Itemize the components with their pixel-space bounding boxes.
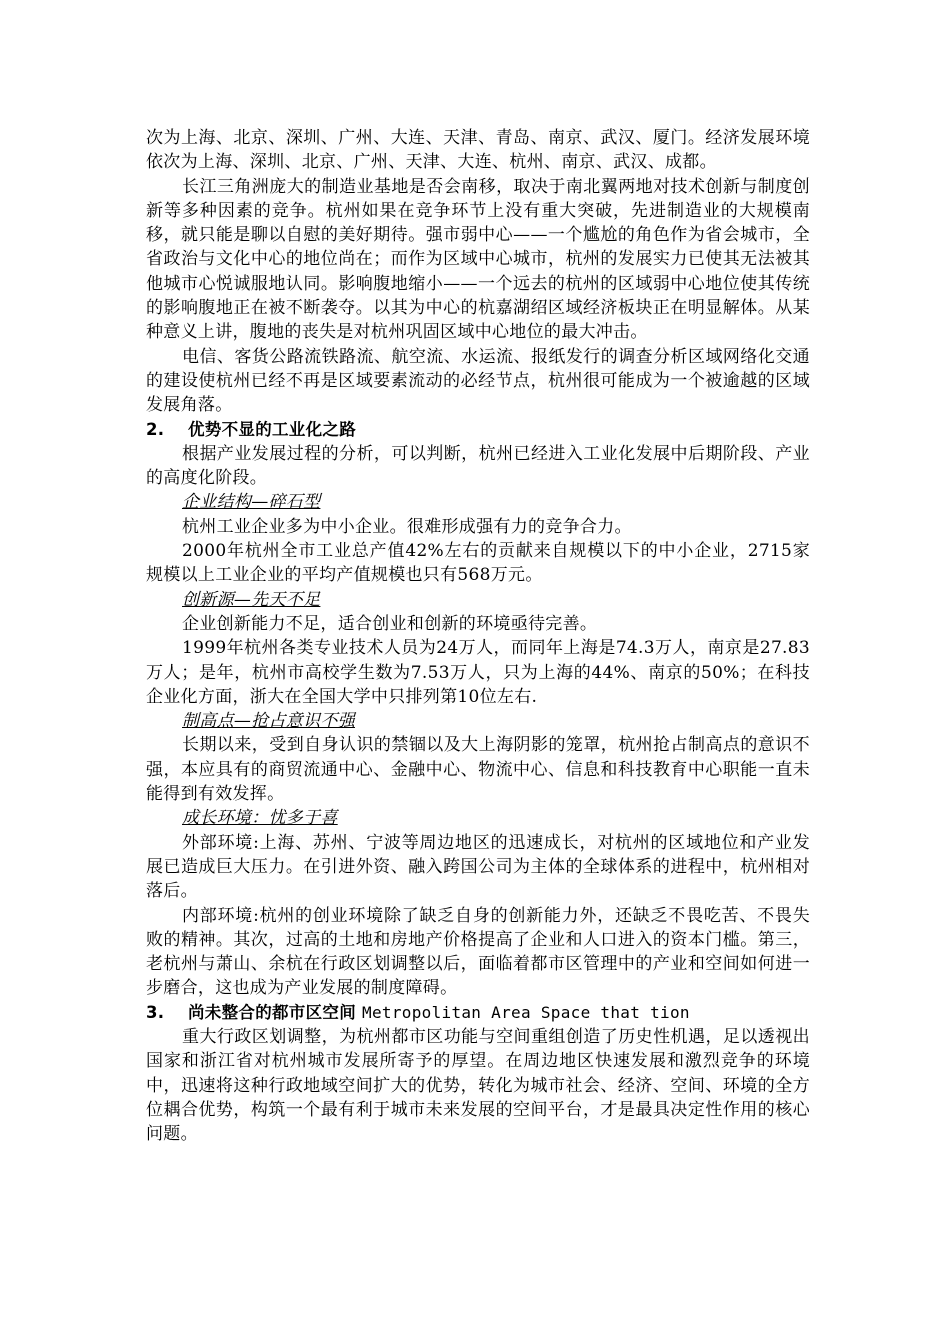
section-body: 重大行政区划调整，为杭州都市区功能与空间重组创造了历史性机遇，足以透视出国家和浙江省对杭州城市发展所寄予的厚望。在周边地区快速发展和激烈竞争的环境中，迅速将这种行政地域空间扩大的优势，转化为城市社会、经济、空间、环境的全方位耦合优势，构筑一个最有利于城市未来发展的空间平台，才是最具决定性作用的核心问题。 [146,1026,810,1145]
subheading-growth-environment: 成长环境：忧多于喜 [182,808,338,829]
body-line: 杭州工业企业多为中小企业。很难形成强有力的竞争合力。 [182,516,632,537]
section-title: 尚未整合的都市区空间 [188,1002,356,1022]
document-page [146,126,810,1146]
body-line: 外部环境:上海、苏州、宁波等周边地区的迅速成长，对杭州的区域地位和产业发展已造成巨大压力。在引进外资、融入跨国公司为主体的全球体系的进程中，杭州相对落后。 [146,832,810,902]
paragraph-manufacturing-shift: 长江三角洲庞大的制造业基地是否会南移，取决于南北翼两地对技术创新与制度创新等多种因素的竞争。杭州如果在竞争环节上没有重大突破，先进制造业的大规模南移，就只能是聊以自慰的美好期待。强市弱中心——一个尴尬的角色作为省会城市，全省政治与文化中心的地位尚在；而作为区域中心城市，杭州的发展实力已使其无法被其他城市心悦诚服地认同。影响腹地缩小——一个远去的杭州的区域弱中心地位使其传统的影响腹地正在被不断袭夺。以其为中心的杭嘉湖绍区域经济板块正在明显解体。从某种意义上讲，腹地的丧失是对杭州巩固区域中心地位的最大冲击。 [146,176,810,343]
paragraph-city-rankings: 次为上海、北京、深圳、广州、大连、天津、青岛、南京、武汉、厦门。经济发展环境依次为上海、深圳、北京、广州、天津、大连、杭州、南京、武汉、成都。 [146,128,810,173]
section-heading-metropolitan-space [146,1001,810,1025]
section-intro: 根据产业发展过程的分析，可以判断，杭州已经进入工业化发展中后期阶段、产业的高度化阶段。 [146,443,810,489]
section-title: 优势不显的工业化之路 [188,419,356,439]
body-line: 1999年杭州各类专业技术人员为24万人，而同年上海是74.3万人，南京是27.83万人；是年，杭州市高校学生数为7.53万人，只为上海的44%、南京的50%；在科技企业化方面，浙大在全国大学中只排列第10位左右. [146,638,810,707]
subheading-enterprise-structure: 企业结构—碎石型 [182,492,321,513]
body-line: 长期以来，受到自身认识的禁锢以及大上海阴影的笼罩，杭州抢占制高点的意识不强，本应具有的商贸流通中心、金融中心、物流中心、信息和科技教育中心职能一直未能得到有效发挥。 [146,735,810,805]
subheading-commanding-heights: 制高点—抢占意识不强 [182,711,355,732]
section-number: 2. [146,419,165,439]
section-number: 3. [146,1002,165,1022]
body-line: 企业创新能力不足，适合创业和创新的环境亟待完善。 [182,613,598,634]
body-line: 内部环境:杭州的创业环境除了缺乏自身的创新能力外，还缺乏不畏吃苦、不畏失败的精神。其次，过高的土地和房地产价格提高了企业和人口进入的资本门槛。第三，老杭州与萧山、余杭在行政区划调整以后，面临着都市区管理中的产业和空间如何进一步磨合，这也成为产业发展的制度障碍。 [146,905,810,999]
paragraph-transport-network: 电信、客货公路流铁路流、航空流、水运流、报纸发行的调查分析区域网络化交通的建设使杭州已经不再是区域要素流动的必经节点，杭州很可能成为一个被逾越的区域发展角落。 [146,346,810,416]
body-line: 2000年杭州全市工业总产值42%左右的贡献来自规模以下的中小企业，2715家规模以上工业企业的平均产值规模也只有568万元。 [146,541,810,586]
section-heading-industrialization [146,418,810,442]
section-title-english: Metropolitan Area Space that tion [362,1002,690,1022]
subheading-innovation-source: 创新源—先天不足 [182,589,321,610]
